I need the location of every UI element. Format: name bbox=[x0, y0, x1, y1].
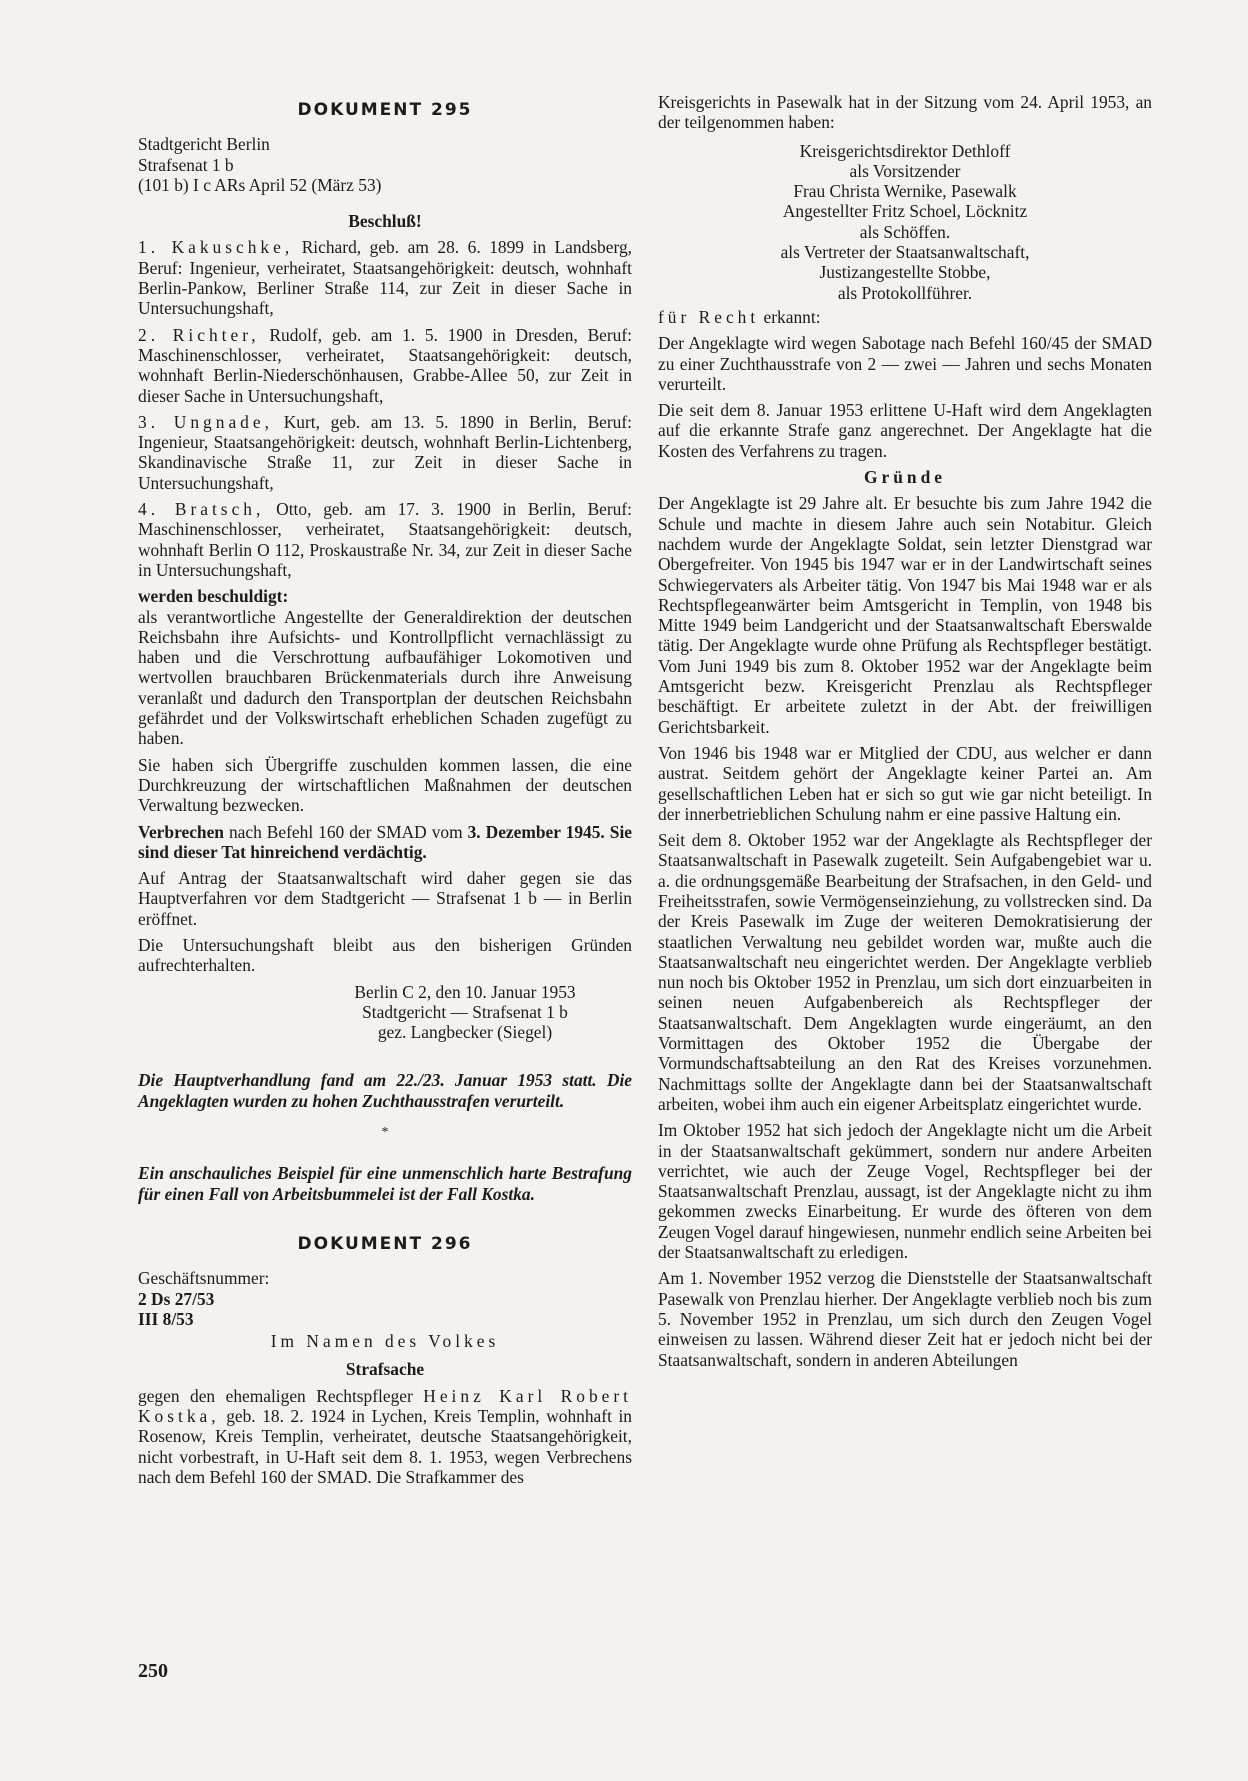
paragraph bbox=[138, 822, 632, 863]
document-296-heading: DOKUMENT 296 bbox=[297, 1233, 473, 1254]
composition-line: als Schöffen. bbox=[859, 221, 951, 242]
accused-2 bbox=[138, 325, 632, 406]
accused-details: Kurt, geb. am 13. 5. 1890 in Berlin, Beruf: Ingenieur, Staatsangehörigkeit: deutsch, wohnhaft Berlin-Lichtenberg, Skandinavische Straße 11, zur Zeit in dieser Sache in Untersuchungshaft, bbox=[138, 411, 632, 493]
accused-name: 1. Kakuschke, bbox=[138, 237, 294, 258]
signature-line: Berlin C 2, den 10. Januar 1953 bbox=[354, 981, 576, 1002]
case-number-value: III 8/53 bbox=[138, 1308, 194, 1329]
paragraph: Auf Antrag der Staatsanwaltschaft wird daher gegen sie das Hauptverfahren vor dem Stadtgericht — Strafsenat 1 b — in Berlin eröffnet. bbox=[138, 868, 632, 929]
paragraph: Am 1. November 1952 verzog die Dienststelle der Staatsanwaltschaft Pasewalk von Prenzlau hierher. Der Angeklagte verblieb noch bis zum 5. November 1952 in Prenzlau, um sich durch den Zeugen Vogel einweisen zu lassen. Während dieser Zeit hat er jedoch nicht bei der Staatsanwaltschaft, sondern in anderen Abteilungen bbox=[658, 1268, 1152, 1370]
signature-line: gez. Langbecker (Siegel) bbox=[377, 1022, 553, 1043]
text: erkannt: bbox=[759, 306, 821, 327]
accused-details: Otto, geb. am 17. 3. 1900 in Berlin, Beruf: Maschinenschlosser, verheiratet, Staatsangehörigkeit: deutsch, wohnhaft Berlin O 112, Proskaustraße Nr. 34, zur Zeit in dieser Sache in Untersuchungshaft, bbox=[138, 499, 632, 580]
text: gegen den ehemaligen Rechtspfleger bbox=[138, 1385, 424, 1406]
strafsache-heading: Strafsache bbox=[345, 1359, 425, 1380]
page-number: 250 bbox=[138, 1660, 168, 1682]
paragraph: Die Untersuchungshaft bleibt aus den bisherigen Gründen aufrechterhalten. bbox=[138, 934, 632, 976]
paragraph bbox=[138, 1386, 632, 1487]
court-line: (101 b) I c ARs April 52 (März 53) bbox=[138, 174, 382, 195]
composition-line: Justizangestellte Stobbe, bbox=[819, 262, 991, 283]
text: geb. 18. 2. 1924 in Lychen, Kreis Templin, wohnhaft in Rosenow, Kreis Templin, verheiratet, deutsche Staatsangehörigkeit, nicht vorbestraft, in U-Haft seit dem 8. 1. 1953, wegen Verbrechens nach dem Befehl 160 der SMAD. Die Strafkammer des bbox=[138, 1406, 632, 1487]
paragraph: Der Angeklagte wird wegen Sabotage nach Befehl 160/45 der SMAD zu einer Zuchthausstrafe von 2 — zwei — Jahren und sechs Monaten verurteilt. bbox=[658, 333, 1152, 394]
paragraph: Von 1946 bis 1948 war er Mitglied der CDU, aus welcher er dann austrat. Seitdem gehört der Angeklagte keiner Partei an. Am gesellschaftlichen Leben hat er sich so gut wie gar nicht beteiligt. In der innerbetrieblichen Schulung nahm er eine passive Haltung ein. bbox=[658, 742, 1152, 824]
beschuldigt-heading: werden beschuldigt: bbox=[138, 586, 289, 607]
accused-name: Heinz Karl Robert Kostka, bbox=[138, 1385, 632, 1427]
spaced-text: für Recht bbox=[658, 306, 760, 327]
case-number-value: 2 Ds 27/53 bbox=[138, 1288, 215, 1309]
composition-line: Kreisgerichtsdirektor Dethloff bbox=[799, 140, 1011, 161]
paragraph: Im Oktober 1952 hat sich jedoch der Angeklagte nicht um die Arbeit in der Staatsanwaltschaft gekümmert, sondern nur andere Arbeiten verrichtet, wie auch der Zeuge Vogel, Rechtspfleger bei der Staatsanwaltschaft Prenzlau, aussagt, ist der Angeklagte nicht zu ihm gekommen zwecks Einarbeitung. Er wurde des öfteren von dem Zeugen Vogel darauf hingewiesen, nunmehr endlich seine Arbeiten bei der Staatsanwaltschaft zu erledigen. bbox=[658, 1120, 1152, 1263]
editorial-note: Ein anschauliches Beispiel für eine unmenschlich harte Bestrafung für einen Fall von Arbeitsbummelei ist der Fall Kostka. bbox=[138, 1163, 632, 1204]
accused-name: 2. Richter, bbox=[138, 324, 260, 345]
court-composition bbox=[658, 141, 1152, 303]
right-column bbox=[658, 92, 1152, 1376]
paragraph: Der Angeklagte ist 29 Jahre alt. Er besuchte bis zum Jahre 1942 die Schule und machte in diesem Jahre auch sein Notabitur. Gleich nachdem wurde der Angeklagte Soldat, sein letzter Dienstgrad war Obergefreiter. Von 1945 bis 1947 war er in der Landwirtschaft seines Schwiegervaters als Arbeiter tätig. Von 1947 bis Mai 1948 war er als Rechtspflegeanwärter beim Amtsgericht in Templin, von 1948 bis Mitte 1949 beim Landgericht und der Staatsanwaltschaft Eberswalde tätig. Der Angeklagte wurde ohne Prüfung als Rechtspfleger bestätigt. Vom Juni 1949 bis zum 8. Oktober 1952 war der Angeklagte beim Amtsgericht bezw. Kreisgericht Prenzlau als Rechtspfleger beschäftigt. Er arbeitete zuletzt in der Abt. der freiwilligen Gerichtsbarkeit. bbox=[658, 493, 1152, 737]
signature-block bbox=[298, 982, 632, 1043]
accused-name: 3. Ungnade, bbox=[138, 411, 273, 432]
gruende-heading: Gründe bbox=[864, 467, 946, 488]
paragraph: Seit dem 8. Oktober 1952 war der Angeklagte als Rechtspfleger der Staatsanwaltschaft in Pasewalk zugeteilt. Sein Aufgabengebiet war u. a. die ordnungsgemäße Bearbeitung der Strafsachen, in den Geld- und Freiheitsstrafen, sowie Vermögenseinziehung, zu vollstrecken sind. Da der Kreis Pasewalk im Zuge der weiteren Demokratisierung der staatlichen Verwaltung neu gebildet worden war, mußte auch die Staatsanwaltschaft neu eingerichtet werden. Der Angeklagte verblieb nun noch bis Oktober 1952 in Prenzlau, um sich dort einzuarbeiten in seinen neuen Aufgabenbereich als Rechtspfleger der Staatsanwaltschaft. Dem Angeklagten wurde eingeräumt, an den Vormittagen des Oktober 1952 die Übergabe der Vormundschaftsabteilung an den Rat des Kreises vorzunehmen. Nachmittags sollte der Angeklagte dann bei der Staatsanwaltschaft arbeiten, wobei ihm auch ein eigener Arbeitsplatz eingerichtet wurde. bbox=[658, 830, 1152, 1114]
beschluss-heading: Beschluß! bbox=[348, 211, 422, 232]
court-reference bbox=[138, 134, 632, 195]
left-column bbox=[138, 92, 632, 1493]
accused-3 bbox=[138, 412, 632, 493]
im-namen-des-volkes: Im Namen des Volkes bbox=[270, 1331, 500, 1352]
composition-line: Angestellter Fritz Schoel, Löcknitz bbox=[782, 201, 1028, 222]
composition-line: Frau Christa Wernike, Pasewalk bbox=[793, 181, 1017, 202]
composition-line: als Protokollführer. bbox=[837, 282, 973, 303]
court-line: Strafsenat 1 b bbox=[138, 154, 234, 175]
case-number bbox=[138, 1268, 632, 1329]
accused-name: 4. Bratsch, bbox=[138, 499, 265, 520]
accused-details: Rudolf, geb. am 1. 5. 1900 in Dresden, Beruf: Maschinenschlosser, verheiratet, Staatsangehörigkeit: deutsch, wohnhaft Berlin-Niederschönhausen, Grabbe-Allee 50, zur Zeit in dieser Sache in Untersuchungshaft, bbox=[138, 324, 633, 406]
editorial-note: Die Hauptverhandlung fand am 22./23. Januar 1953 statt. Die Angeklagten wurden zu hohen Zuchthausstrafen verurteilt. bbox=[138, 1070, 632, 1111]
accused-4 bbox=[138, 499, 632, 580]
court-line: Stadtgericht Berlin bbox=[138, 134, 270, 155]
verdict-intro bbox=[658, 307, 1152, 327]
bold-text: Verbrechen bbox=[138, 821, 224, 842]
case-number-label: Geschäftsnummer: bbox=[138, 1268, 270, 1289]
accused-details: Richard, geb. am 28. 6. 1899 in Landsberg, Beruf: Ingenieur, verheiratet, Staatsangehörigkeit: deutsch, wohnhaft Berlin-Pankow, Berliner Straße 114, zur Zeit in dieser Sache in Untersuchungshaft, bbox=[138, 237, 632, 319]
text: nach Befehl 160 der SMAD vom bbox=[223, 821, 468, 842]
paragraph: Kreisgerichts in Pasewalk hat in der Sitzung vom 24. April 1953, an der teilgenommen haben: bbox=[658, 92, 1152, 133]
paragraph: Die seit dem 8. Januar 1953 erlittene U-Haft wird dem Angeklagten auf die erkannte Strafe ganz angerechnet. Der Angeklagte hat die Kosten des Verfahrens zu tragen. bbox=[658, 400, 1152, 461]
accused-1 bbox=[138, 237, 632, 318]
composition-line: als Vertreter der Staatsanwaltschaft, bbox=[780, 242, 1030, 263]
composition-line: als Vorsitzender bbox=[849, 160, 961, 181]
paragraph: als verantwortliche Angestellte der Generaldirektion der deutschen Reichsbahn ihre Aufsichts- und Kontrollpflicht vernachlässigt zu haben und die Verschrottung aufbaufähiger Lokomotiven und wertvollen brauchbaren Brückenmaterials durch ihre Anweisung veranlaßt und dadurch den Transportplan der deutschen Reichsbahn gefährdet und der Volkswirtschaft erheblichen Schaden zugefügt zu haben. bbox=[138, 606, 632, 749]
separator-star: * bbox=[381, 1125, 389, 1141]
bold-text: 3. Dezember 1945. Sie sind dieser Tat hinreichend verdächtig. bbox=[138, 821, 632, 862]
signature-line: Stadtgericht — Strafsenat 1 b bbox=[362, 1001, 568, 1022]
document-295-heading: DOKUMENT 295 bbox=[297, 100, 473, 120]
paragraph: Sie haben sich Übergriffe zuschulden kommen lassen, die eine Durchkreuzung der wirtschaftlichen Maßnahmen der deutschen Verwaltung bezwecken. bbox=[138, 754, 632, 816]
